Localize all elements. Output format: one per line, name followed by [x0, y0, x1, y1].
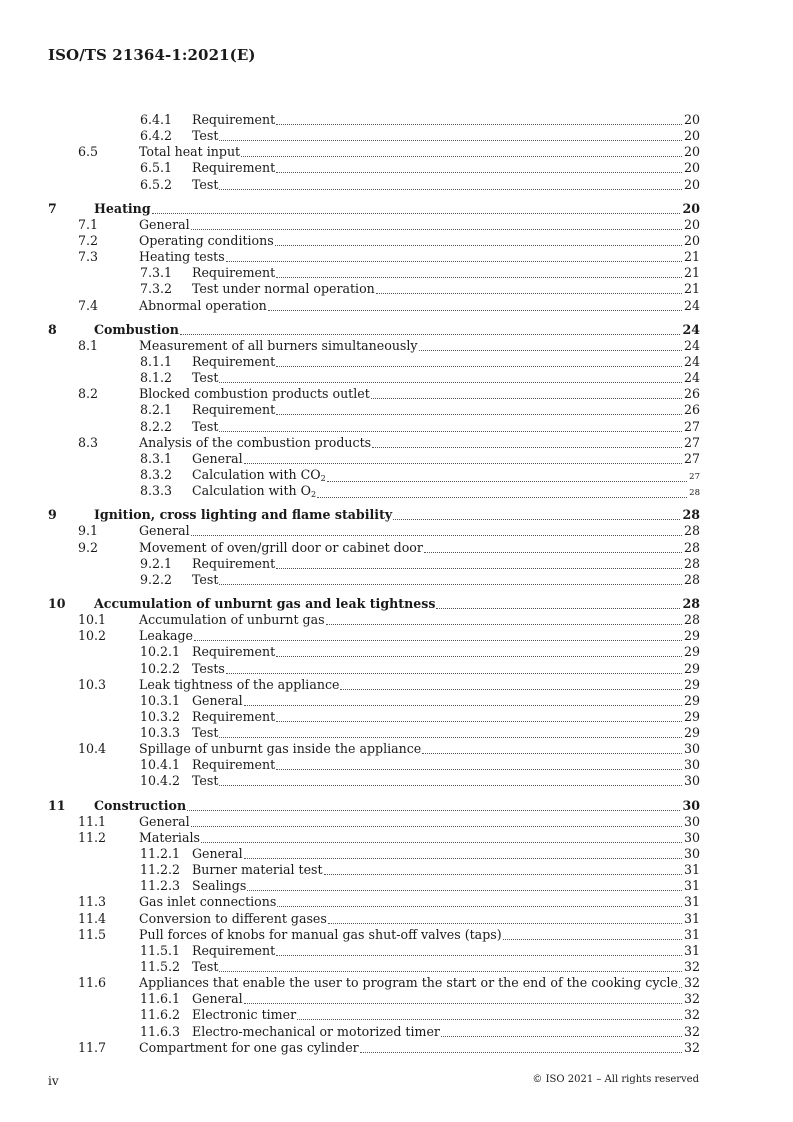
dot-leader	[360, 1051, 682, 1053]
dot-leader	[276, 123, 682, 125]
toc-page-number: 29	[683, 676, 700, 692]
toc-page-number: 24	[683, 370, 700, 386]
toc-title: Leak tightness of the appliance	[139, 676, 340, 692]
toc-page-number: 21	[683, 265, 700, 281]
toc-entry[interactable]	[48, 878, 700, 894]
toc-page-number: 30	[683, 773, 700, 789]
toc-entry[interactable]	[48, 435, 700, 451]
dot-leader	[191, 534, 682, 536]
toc-number: 10.1	[78, 612, 107, 628]
toc-entry[interactable]	[48, 846, 700, 862]
dot-leader	[372, 446, 682, 448]
toc-entry[interactable]	[48, 959, 700, 975]
toc-number: 11.5.1	[140, 942, 181, 958]
toc-entry[interactable]	[48, 830, 700, 846]
toc-page-number: 32	[683, 1039, 700, 1055]
toc-page-number: 20	[682, 200, 700, 216]
toc-entry[interactable]	[48, 556, 700, 572]
toc-entry[interactable]	[48, 160, 700, 176]
toc-title: Test	[192, 418, 219, 434]
toc-entry[interactable]	[48, 975, 700, 991]
toc-entry[interactable]	[48, 991, 700, 1007]
toc-page-number: 21	[683, 249, 700, 265]
toc-number: 8.3	[78, 434, 99, 450]
toc-number: 11.5.2	[140, 959, 181, 975]
toc-number: 7.1	[78, 216, 99, 232]
toc-page-number: 20	[683, 112, 700, 127]
toc-page-number: 32	[683, 959, 700, 975]
toc-number: 7.4	[78, 297, 99, 313]
toc-page-number: 28	[683, 539, 700, 555]
dot-leader	[441, 1035, 682, 1037]
toc-title: Leakage	[139, 628, 193, 644]
dot-leader	[376, 292, 682, 294]
toc-entry[interactable]	[48, 233, 700, 249]
dot-leader	[393, 518, 680, 520]
toc-number: 11.2.1	[140, 846, 181, 862]
toc-title: Calculation with CO	[192, 466, 321, 482]
toc-number: 10.4	[78, 741, 107, 757]
toc-entry[interactable]	[48, 298, 700, 314]
toc-number: 10.3.1	[140, 692, 181, 708]
toc-number: 10.3.2	[140, 708, 181, 724]
toc-page-number: 30	[683, 741, 700, 757]
toc-entry[interactable]	[48, 281, 700, 297]
toc-number: 11.1	[78, 813, 107, 829]
toc-number: 11.2.3	[140, 878, 181, 894]
toc-number: 9.1	[78, 523, 99, 539]
dot-leader	[268, 309, 682, 311]
toc-page-number: 24	[682, 321, 700, 337]
subscript: 2	[320, 473, 326, 483]
toc-title: Test	[192, 773, 219, 789]
toc-page-number: 28	[682, 507, 700, 523]
toc-entry[interactable]	[48, 451, 700, 467]
toc-entry[interactable]	[48, 1040, 700, 1056]
dot-leader	[276, 768, 682, 770]
toc-number: 8.1.2	[140, 370, 173, 386]
toc-title: General	[192, 450, 243, 466]
toc-number: 6.4.2	[140, 128, 173, 144]
toc-number: 9.2.2	[140, 571, 173, 587]
dot-leader	[244, 462, 682, 464]
toc-clause[interactable]	[48, 596, 700, 612]
toc-page-number: 31	[683, 894, 700, 910]
toc-page-number: 31	[683, 878, 700, 894]
toc-title: Test	[192, 370, 219, 386]
toc-title: Appliances that enable the user to program the start or the end of the cooking cycle	[139, 975, 678, 991]
toc-title: Requirement	[192, 555, 276, 571]
dot-leader	[419, 349, 682, 351]
dot-leader	[244, 704, 682, 706]
dot-leader	[219, 430, 682, 432]
dot-leader	[326, 623, 682, 625]
toc-entry[interactable]	[48, 773, 700, 789]
toc-entry[interactable]	[48, 177, 700, 193]
dot-leader	[317, 496, 687, 498]
toc-page-number: 28	[682, 595, 700, 611]
toc-title: Test	[192, 176, 219, 192]
toc-clause[interactable]	[48, 798, 700, 814]
toc-title: Calculation with O	[192, 483, 311, 499]
toc-number: 11.2.2	[140, 862, 181, 878]
toc-number: 10.4.2	[140, 773, 181, 789]
toc-number: 7.2	[78, 232, 99, 248]
toc-number: 6.5	[78, 144, 99, 160]
toc-page-number: 28	[689, 488, 700, 499]
toc-entry[interactable]	[48, 927, 700, 943]
toc-title: Tests	[192, 660, 225, 676]
toc-page-number: 20	[683, 128, 700, 144]
dot-leader	[219, 188, 682, 190]
toc-title: General	[139, 216, 190, 232]
toc-entry[interactable]	[48, 402, 700, 418]
dot-leader	[503, 938, 682, 940]
toc-page-number: 24	[683, 353, 700, 369]
dot-leader	[201, 841, 682, 843]
toc-number: 10.2	[78, 628, 107, 644]
subscript: 2	[310, 490, 317, 500]
dot-leader	[340, 688, 682, 690]
dot-leader	[328, 922, 682, 924]
toc-number: 8.3.3	[140, 483, 173, 499]
toc-clause[interactable]	[48, 507, 700, 523]
toc-page-number: 30	[683, 757, 700, 773]
toc-number: 11.5	[78, 926, 107, 942]
toc-page-number: 20	[683, 176, 700, 192]
toc-title: Accumulation of unburnt gas and leak tightness	[94, 595, 436, 611]
dot-leader	[247, 889, 682, 891]
toc-page-number: 32	[683, 991, 700, 1007]
dot-leader	[219, 381, 682, 383]
toc-number: 10.3	[78, 676, 107, 692]
toc-number: 11	[48, 797, 66, 813]
toc-number: 7.3	[78, 249, 99, 265]
toc-number: 7.3.2	[140, 281, 173, 297]
toc-page-number: 31	[683, 926, 700, 942]
dot-leader	[180, 333, 681, 335]
toc-title: Total heat input	[139, 144, 241, 160]
toc-title: General	[192, 692, 243, 708]
toc-page-number: 30	[682, 797, 700, 813]
toc-number: 11.4	[78, 910, 107, 926]
dot-leader	[436, 607, 680, 609]
toc-page-number: 24	[683, 337, 700, 353]
dot-leader	[276, 365, 682, 367]
dot-leader	[244, 1002, 682, 1004]
toc-title: Accumulation of unburnt gas	[139, 612, 325, 628]
toc-number: 8.3.2	[140, 466, 173, 482]
dot-leader	[297, 1018, 682, 1020]
toc-number: 8.1	[78, 337, 99, 353]
toc-page-number: 32	[683, 1007, 700, 1023]
toc-page-number: 29	[683, 644, 700, 660]
toc-page-number: 27	[683, 450, 700, 466]
toc-page-number: 31	[683, 862, 700, 878]
toc-number: 11.6	[78, 975, 107, 991]
toc-entry[interactable]	[48, 943, 700, 959]
toc-page-number: 20	[683, 216, 700, 232]
toc-title: Test	[192, 128, 219, 144]
toc-number: 11.2	[78, 829, 107, 845]
toc-entry[interactable]	[48, 112, 700, 128]
copyright-notice: © ISO 2021 – All rights reserved	[532, 1074, 699, 1085]
toc-title: Measurement of all burners simultaneously	[139, 337, 418, 353]
toc-title: Test	[192, 959, 219, 975]
toc-number: 10	[48, 595, 66, 611]
toc-entry[interactable]	[48, 644, 700, 660]
toc-number: 7	[48, 200, 57, 216]
toc-title: Electro-mechanical or motorized timer	[192, 1023, 440, 1039]
toc-entry[interactable]	[48, 419, 700, 435]
toc-title: Requirement	[192, 160, 276, 176]
toc-title: General	[139, 813, 190, 829]
dot-leader	[276, 171, 682, 173]
dot-leader	[244, 857, 682, 859]
toc-title: Requirement	[192, 644, 276, 660]
toc-number: 8.2.2	[140, 418, 173, 434]
toc-number: 10.4.1	[140, 757, 181, 773]
toc-title: Sealings	[192, 878, 247, 894]
toc-entry[interactable]	[48, 540, 700, 556]
toc-page-number: 29	[683, 660, 700, 676]
toc-entry[interactable]	[48, 661, 700, 677]
toc-number: 6.4.1	[140, 112, 173, 127]
toc-page-number: 26	[683, 386, 700, 402]
toc-entry[interactable]	[48, 370, 700, 386]
toc-title: Pull forces of knobs for manual gas shut-off valves (taps)	[139, 926, 502, 942]
toc-number: 9.2.1	[140, 555, 173, 571]
toc-number: 9.2	[78, 539, 99, 555]
toc-number: 10.2.1	[140, 644, 181, 660]
toc-number: 7.3.1	[140, 265, 173, 281]
toc-page-number: 27	[689, 471, 700, 482]
toc-clause[interactable]	[48, 322, 700, 338]
dot-leader	[219, 784, 682, 786]
dot-leader	[424, 551, 682, 553]
toc-entry[interactable]	[48, 911, 700, 927]
dot-leader	[275, 244, 682, 246]
toc-entry[interactable]	[48, 249, 700, 265]
toc-clause[interactable]	[48, 201, 700, 217]
toc-page-number: 27	[683, 434, 700, 450]
toc-title: Combustion	[94, 321, 179, 337]
toc-entry[interactable]	[48, 1007, 700, 1023]
dot-leader	[276, 567, 682, 569]
toc-title: General	[192, 991, 243, 1007]
toc-title: Heating	[94, 200, 151, 216]
toc-title: Burner material test	[192, 862, 323, 878]
toc-title: Conversion to different gases	[139, 910, 327, 926]
toc-entry[interactable]	[48, 386, 700, 402]
toc-title: Requirement	[192, 265, 276, 281]
toc-page-number: 26	[683, 402, 700, 418]
toc-number: 11.7	[78, 1039, 107, 1055]
toc-number: 8.3.1	[140, 450, 173, 466]
toc-title: Heating tests	[139, 249, 225, 265]
toc-page-number: 21	[683, 281, 700, 297]
dot-leader	[276, 276, 682, 278]
dot-leader	[226, 672, 682, 674]
dot-leader	[276, 655, 682, 657]
toc-page-number: 28	[683, 571, 700, 587]
toc-page-number: 20	[683, 160, 700, 176]
toc-page-number: 30	[683, 829, 700, 845]
toc-number: 11.6.2	[140, 1007, 181, 1023]
toc-entry[interactable]	[48, 467, 700, 483]
toc-title: Requirement	[192, 942, 276, 958]
table-of-contents	[48, 112, 700, 1056]
toc-page-number: 20	[683, 144, 700, 160]
toc-entry[interactable]	[48, 741, 700, 757]
dot-leader	[226, 260, 682, 262]
dot-leader	[679, 986, 682, 988]
dot-leader	[219, 736, 682, 738]
dot-leader	[191, 825, 682, 827]
toc-number: 10.3.3	[140, 725, 181, 741]
toc-entry[interactable]	[48, 757, 700, 773]
toc-number: 11.3	[78, 894, 107, 910]
toc-title: Blocked combustion products outlet	[139, 386, 370, 402]
toc-page-number: 29	[683, 628, 700, 644]
dot-leader	[324, 873, 682, 875]
toc-title: General	[139, 523, 190, 539]
dot-leader	[277, 905, 682, 907]
toc-page-number: 28	[683, 523, 700, 539]
toc-number: 11.6.3	[140, 1023, 181, 1039]
toc-number: 11.6.1	[140, 991, 181, 1007]
dot-leader	[187, 809, 680, 811]
toc-entry[interactable]	[48, 354, 700, 370]
toc-entry[interactable]	[48, 572, 700, 588]
toc-title: Requirement	[192, 708, 276, 724]
toc-page-number: 30	[683, 813, 700, 829]
toc-title: Requirement	[192, 112, 276, 127]
toc-entry[interactable]	[48, 1024, 700, 1040]
toc-entry[interactable]	[48, 894, 700, 910]
toc-number: 8	[48, 321, 57, 337]
toc-page-number: 24	[683, 297, 700, 313]
toc-entry[interactable]	[48, 677, 700, 693]
toc-title: Construction	[94, 797, 187, 813]
toc-title: Spillage of unburnt gas inside the appliance	[139, 741, 422, 757]
toc-entry[interactable]	[48, 862, 700, 878]
toc-page-number: 30	[683, 846, 700, 862]
page-number: iv	[48, 1074, 59, 1088]
toc-entry[interactable]	[48, 814, 700, 830]
toc-entry[interactable]	[48, 217, 700, 233]
toc-page-number: 28	[683, 612, 700, 628]
toc-page-number: 29	[683, 725, 700, 741]
toc-entry[interactable]	[48, 128, 700, 144]
toc-entry[interactable]	[48, 523, 700, 539]
toc-page-number: 29	[683, 708, 700, 724]
toc-page-number: 20	[683, 232, 700, 248]
toc-entry[interactable]	[48, 483, 700, 499]
dot-leader	[327, 480, 687, 482]
toc-title: Ignition, cross lighting and flame stability	[94, 507, 393, 523]
toc-page-number: 28	[683, 555, 700, 571]
toc-title: Compartment for one gas cylinder	[139, 1039, 359, 1055]
toc-title: Analysis of the combustion products	[139, 434, 372, 450]
toc-title: Electronic timer	[192, 1007, 297, 1023]
dot-leader	[276, 954, 682, 956]
toc-page-number: 29	[683, 692, 700, 708]
toc-title: Test	[192, 571, 219, 587]
toc-title: Requirement	[192, 757, 276, 773]
dot-leader	[219, 139, 682, 141]
toc-entry[interactable]	[48, 709, 700, 725]
dot-leader	[194, 639, 682, 641]
toc-entry[interactable]	[48, 612, 700, 628]
dot-leader	[276, 413, 682, 415]
toc-number: 8.1.1	[140, 353, 173, 369]
toc-title: Requirement	[192, 402, 276, 418]
toc-title: Test under normal operation	[192, 281, 375, 297]
dot-leader	[276, 720, 682, 722]
dot-leader	[371, 397, 682, 399]
toc-title: Gas inlet connections	[139, 894, 277, 910]
toc-entry[interactable]	[48, 693, 700, 709]
toc-title: Abnormal operation	[139, 297, 267, 313]
toc-number: 6.5.2	[140, 176, 173, 192]
toc-page-number: 32	[683, 1023, 700, 1039]
dot-leader	[219, 583, 682, 585]
toc-title: Operating conditions	[139, 232, 274, 248]
dot-leader	[422, 752, 682, 754]
toc-number: 8.2	[78, 386, 99, 402]
toc-entry[interactable]	[48, 144, 700, 160]
toc-page-number: 31	[683, 942, 700, 958]
dot-leader	[152, 212, 681, 214]
toc-entry[interactable]	[48, 628, 700, 644]
toc-entry[interactable]	[48, 725, 700, 741]
toc-page-number: 32	[683, 975, 700, 991]
toc-entry[interactable]	[48, 265, 700, 281]
toc-page-number: 27	[683, 418, 700, 434]
toc-title: General	[192, 846, 243, 862]
dot-leader	[191, 228, 682, 230]
toc-number: 9	[48, 507, 57, 523]
toc-title: Materials	[139, 829, 200, 845]
toc-title: Requirement	[192, 353, 276, 369]
dot-leader	[241, 155, 682, 157]
toc-title: Movement of oven/grill door or cabinet door	[139, 539, 423, 555]
toc-number: 8.2.1	[140, 402, 173, 418]
toc-number: 6.5.1	[140, 160, 173, 176]
toc-page-number: 31	[683, 910, 700, 926]
dot-leader	[219, 970, 682, 972]
document-id: ISO/TS 21364-1:2021(E)	[48, 46, 256, 64]
toc-entry[interactable]	[48, 338, 700, 354]
toc-title: Test	[192, 725, 219, 741]
toc-number: 10.2.2	[140, 660, 181, 676]
